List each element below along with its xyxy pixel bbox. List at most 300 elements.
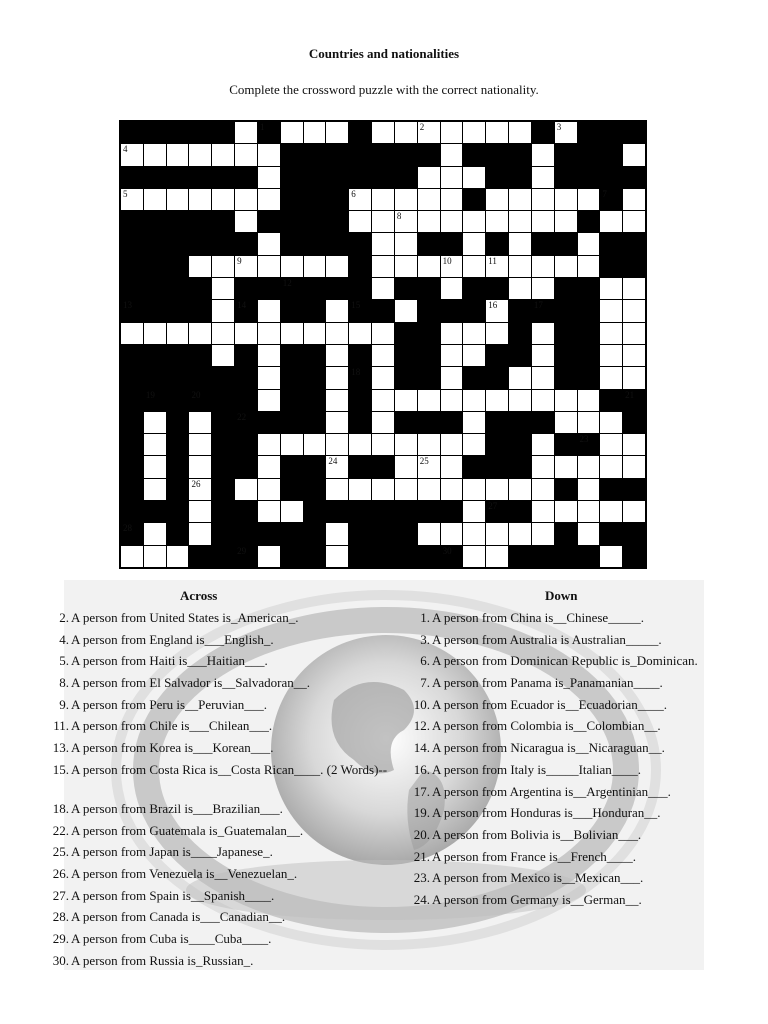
crossword-block — [349, 300, 371, 321]
crossword-cell[interactable] — [418, 211, 440, 232]
crossword-cell[interactable] — [532, 523, 554, 544]
crossword-cell[interactable] — [441, 189, 463, 210]
crossword-cell[interactable] — [441, 323, 463, 344]
crossword-cell[interactable] — [212, 256, 234, 277]
crossword-cell[interactable] — [418, 434, 440, 455]
crossword-cell[interactable] — [509, 233, 531, 254]
crossword-block — [167, 367, 189, 388]
clue-number: 7. — [420, 675, 430, 691]
crossword-cell[interactable] — [281, 501, 303, 522]
crossword-cell[interactable] — [532, 144, 554, 165]
crossword-cell[interactable] — [258, 256, 280, 277]
crossword-cell[interactable] — [258, 189, 280, 210]
crossword-cell[interactable] — [395, 256, 417, 277]
crossword-cell[interactable] — [441, 434, 463, 455]
crossword-cell[interactable] — [258, 456, 280, 477]
crossword-cell[interactable] — [121, 323, 143, 344]
crossword-cell[interactable] — [349, 211, 371, 232]
crossword-cell[interactable] — [555, 501, 577, 522]
crossword-cell[interactable] — [463, 479, 485, 500]
crossword-cell[interactable] — [304, 323, 326, 344]
crossword-cell[interactable] — [167, 546, 189, 567]
crossword-cell[interactable] — [326, 323, 348, 344]
crossword-cell[interactable] — [463, 256, 485, 277]
crossword-cell[interactable] — [395, 122, 417, 143]
crossword-cell[interactable] — [395, 300, 417, 321]
crossword-block — [578, 345, 600, 366]
crossword-cell[interactable] — [532, 345, 554, 366]
crossword-cell[interactable] — [555, 456, 577, 477]
crossword-cell[interactable] — [463, 412, 485, 433]
crossword-block — [600, 479, 622, 500]
crossword-block — [486, 434, 508, 455]
crossword-cell[interactable] — [600, 367, 622, 388]
crossword-cell[interactable] — [235, 122, 257, 143]
crossword-block — [189, 122, 211, 143]
crossword-cell[interactable] — [235, 323, 257, 344]
crossword-cell[interactable] — [509, 523, 531, 544]
crossword-cell[interactable] — [349, 479, 371, 500]
down-clue — [411, 761, 731, 783]
crossword-cell[interactable] — [486, 390, 508, 411]
crossword-cell[interactable] — [623, 144, 645, 165]
crossword-block — [189, 390, 211, 411]
crossword-cell[interactable] — [486, 189, 508, 210]
crossword-cell[interactable] — [578, 412, 600, 433]
crossword-cell[interactable] — [509, 278, 531, 299]
crossword-cell[interactable] — [235, 211, 257, 232]
crossword-cell[interactable] — [441, 345, 463, 366]
crossword-cell[interactable] — [372, 211, 394, 232]
crossword-cell[interactable] — [463, 523, 485, 544]
crossword-cell[interactable] — [258, 345, 280, 366]
crossword-cell[interactable] — [258, 479, 280, 500]
crossword-cell[interactable] — [486, 323, 508, 344]
crossword-cell[interactable] — [418, 456, 440, 477]
crossword-cell[interactable] — [121, 546, 143, 567]
crossword-block — [463, 278, 485, 299]
crossword-block — [304, 390, 326, 411]
crossword-cell[interactable] — [509, 189, 531, 210]
crossword-cell[interactable] — [463, 501, 485, 522]
crossword-cell[interactable] — [555, 390, 577, 411]
crossword-cell[interactable] — [281, 256, 303, 277]
crossword-cell[interactable] — [258, 546, 280, 567]
clue-number: 20. — [413, 826, 430, 842]
crossword-cell[interactable] — [532, 456, 554, 477]
crossword-cell[interactable] — [486, 122, 508, 143]
crossword-cell[interactable] — [486, 523, 508, 544]
crossword-cell[interactable] — [212, 345, 234, 366]
crossword-cell[interactable] — [189, 434, 211, 455]
crossword-cell[interactable] — [600, 546, 622, 567]
crossword-cell[interactable] — [532, 390, 554, 411]
crossword-cell[interactable] — [578, 501, 600, 522]
crossword-cell[interactable] — [189, 189, 211, 210]
crossword-cell[interactable] — [372, 189, 394, 210]
crossword-cell[interactable] — [349, 434, 371, 455]
crossword-block — [189, 233, 211, 254]
crossword-cell[interactable] — [258, 167, 280, 188]
crossword-cell[interactable] — [372, 323, 394, 344]
crossword-cell[interactable] — [463, 233, 485, 254]
clue-text: A person from Japan is____Japanese_. — [71, 844, 273, 860]
crossword-cell[interactable] — [235, 479, 257, 500]
crossword-block — [578, 323, 600, 344]
crossword-cell[interactable] — [532, 479, 554, 500]
crossword-cell[interactable] — [144, 189, 166, 210]
crossword-block — [441, 412, 463, 433]
clue-number: 21 — [625, 389, 635, 400]
crossword-cell[interactable] — [509, 479, 531, 500]
crossword-cell[interactable] — [326, 300, 348, 321]
crossword-cell[interactable] — [418, 256, 440, 277]
crossword-cell[interactable] — [578, 189, 600, 210]
crossword-block — [441, 546, 463, 567]
crossword-block — [578, 211, 600, 232]
crossword-cell[interactable] — [349, 189, 371, 210]
crossword-cell[interactable] — [372, 412, 394, 433]
crossword-cell[interactable] — [395, 456, 417, 477]
crossword-block — [509, 167, 531, 188]
crossword-cell[interactable] — [441, 211, 463, 232]
crossword-cell[interactable] — [258, 144, 280, 165]
crossword-cell[interactable] — [144, 434, 166, 455]
crossword-block — [555, 367, 577, 388]
down-clue — [411, 631, 731, 653]
crossword-cell[interactable] — [304, 122, 326, 143]
clue-text: A person from Venezuela is__Venezuelan_. — [71, 865, 298, 881]
crossword-cell[interactable] — [395, 233, 417, 254]
crossword-cell[interactable] — [532, 323, 554, 344]
crossword-cell[interactable] — [555, 122, 577, 143]
crossword-cell[interactable] — [395, 189, 417, 210]
crossword-cell[interactable] — [304, 434, 326, 455]
crossword-cell[interactable] — [486, 300, 508, 321]
crossword-cell[interactable] — [600, 456, 622, 477]
crossword-cell[interactable] — [418, 167, 440, 188]
crossword-block — [212, 456, 234, 477]
crossword-cell[interactable] — [326, 367, 348, 388]
crossword-cell[interactable] — [326, 523, 348, 544]
crossword-cell[interactable] — [258, 390, 280, 411]
crossword-block — [395, 367, 417, 388]
crossword-block — [258, 412, 280, 433]
down-clue — [411, 739, 731, 761]
crossword-cell[interactable] — [441, 167, 463, 188]
crossword-cell[interactable] — [235, 189, 257, 210]
crossword-cell[interactable] — [532, 278, 554, 299]
crossword-cell[interactable] — [463, 211, 485, 232]
crossword-cell[interactable] — [372, 345, 394, 366]
crossword-cell[interactable] — [441, 278, 463, 299]
crossword-cell[interactable] — [578, 523, 600, 544]
crossword-cell[interactable] — [600, 434, 622, 455]
crossword-cell[interactable] — [326, 390, 348, 411]
crossword-cell[interactable] — [463, 323, 485, 344]
crossword-block — [349, 390, 371, 411]
crossword-cell[interactable] — [532, 434, 554, 455]
clue-number: 11 — [488, 255, 497, 266]
crossword-cell[interactable] — [212, 323, 234, 344]
crossword-cell[interactable] — [189, 323, 211, 344]
crossword-cell[interactable] — [372, 390, 394, 411]
crossword-cell[interactable] — [395, 211, 417, 232]
crossword-cell[interactable] — [212, 300, 234, 321]
down-clue-list — [411, 609, 731, 913]
crossword-block — [281, 278, 303, 299]
crossword-cell[interactable] — [441, 144, 463, 165]
crossword-cell[interactable] — [395, 479, 417, 500]
crossword-cell[interactable] — [167, 144, 189, 165]
crossword-cell[interactable] — [600, 412, 622, 433]
crossword-cell[interactable] — [372, 233, 394, 254]
crossword-cell[interactable] — [623, 211, 645, 232]
crossword-cell[interactable] — [623, 345, 645, 366]
crossword-block — [509, 412, 531, 433]
crossword-block — [395, 546, 417, 567]
crossword-block — [326, 278, 348, 299]
crossword-cell[interactable] — [167, 189, 189, 210]
crossword-cell[interactable] — [509, 122, 531, 143]
crossword-block — [555, 323, 577, 344]
crossword-cell[interactable] — [395, 390, 417, 411]
crossword-cell[interactable] — [555, 211, 577, 232]
crossword-cell[interactable] — [486, 546, 508, 567]
crossword-cell[interactable] — [441, 523, 463, 544]
crossword-block — [167, 233, 189, 254]
crossword-cell[interactable] — [235, 256, 257, 277]
crossword-cell[interactable] — [144, 523, 166, 544]
crossword-cell[interactable] — [623, 456, 645, 477]
crossword-cell[interactable] — [623, 501, 645, 522]
crossword-block — [235, 367, 257, 388]
crossword-cell[interactable] — [441, 479, 463, 500]
crossword-cell[interactable] — [235, 144, 257, 165]
across-clue — [50, 631, 390, 653]
crossword-block — [121, 479, 143, 500]
crossword-cell[interactable] — [486, 211, 508, 232]
crossword-cell[interactable] — [189, 523, 211, 544]
crossword-cell[interactable] — [555, 256, 577, 277]
crossword-cell[interactable] — [441, 256, 463, 277]
crossword-block — [235, 233, 257, 254]
crossword-cell[interactable] — [600, 501, 622, 522]
crossword-cell[interactable] — [349, 323, 371, 344]
crossword-cell[interactable] — [509, 211, 531, 232]
crossword-block — [167, 300, 189, 321]
crossword-cell[interactable] — [281, 434, 303, 455]
crossword-cell[interactable] — [418, 390, 440, 411]
crossword-cell[interactable] — [418, 479, 440, 500]
clue-number: 24. — [413, 891, 430, 907]
crossword-cell[interactable] — [623, 278, 645, 299]
crossword-block — [121, 434, 143, 455]
clue-number: 12 — [282, 278, 292, 289]
crossword-block — [144, 501, 166, 522]
crossword-cell[interactable] — [326, 434, 348, 455]
crossword-cell[interactable] — [578, 479, 600, 500]
crossword-block — [372, 501, 394, 522]
crossword-block — [281, 211, 303, 232]
crossword-cell[interactable] — [372, 122, 394, 143]
crossword-cell[interactable] — [463, 167, 485, 188]
clue-text: A person from Peru is__Peruvian___. — [71, 696, 268, 712]
crossword-cell[interactable] — [532, 256, 554, 277]
crossword-cell[interactable] — [258, 501, 280, 522]
crossword-cell[interactable] — [395, 434, 417, 455]
crossword-cell[interactable] — [281, 122, 303, 143]
crossword-cell[interactable] — [121, 144, 143, 165]
down-clue — [411, 674, 731, 696]
crossword-cell[interactable] — [578, 233, 600, 254]
crossword-block — [235, 278, 257, 299]
crossword-block — [189, 345, 211, 366]
crossword-cell[interactable] — [372, 479, 394, 500]
crossword-block — [189, 167, 211, 188]
crossword-cell[interactable] — [463, 546, 485, 567]
crossword-cell[interactable] — [463, 390, 485, 411]
crossword-block — [486, 233, 508, 254]
crossword-cell[interactable] — [281, 323, 303, 344]
crossword-cell[interactable] — [418, 122, 440, 143]
crossword-block — [349, 412, 371, 433]
crossword-cell[interactable] — [555, 412, 577, 433]
crossword-block — [121, 523, 143, 544]
crossword-cell[interactable] — [532, 211, 554, 232]
crossword-cell[interactable] — [509, 256, 531, 277]
crossword-cell[interactable] — [326, 345, 348, 366]
crossword-cell[interactable] — [189, 479, 211, 500]
crossword-cell[interactable] — [121, 189, 143, 210]
crossword-cell[interactable] — [623, 300, 645, 321]
crossword-cell[interactable] — [555, 189, 577, 210]
crossword-cell[interactable] — [212, 144, 234, 165]
crossword-cell[interactable] — [258, 323, 280, 344]
crossword-cell[interactable] — [212, 278, 234, 299]
crossword-cell[interactable] — [578, 256, 600, 277]
crossword-cell[interactable] — [441, 456, 463, 477]
crossword-cell[interactable] — [326, 456, 348, 477]
crossword-cell[interactable] — [463, 122, 485, 143]
clue-number: 23 — [579, 434, 589, 445]
crossword-cell[interactable] — [623, 367, 645, 388]
crossword-cell[interactable] — [144, 479, 166, 500]
crossword-cell[interactable] — [326, 122, 348, 143]
crossword-block — [258, 122, 280, 143]
crossword-block — [395, 345, 417, 366]
crossword-block — [532, 233, 554, 254]
crossword-cell[interactable] — [189, 412, 211, 433]
crossword-cell[interactable] — [463, 345, 485, 366]
across-clue — [50, 717, 390, 739]
crossword-cell[interactable] — [258, 300, 280, 321]
crossword-cell[interactable] — [372, 367, 394, 388]
clue-number: 17. — [413, 783, 430, 799]
clue-text: A person from Russia is_Russian_. — [71, 952, 254, 968]
crossword-block — [509, 434, 531, 455]
crossword-cell[interactable] — [486, 479, 508, 500]
crossword-cell[interactable] — [623, 189, 645, 210]
crossword-cell[interactable] — [326, 256, 348, 277]
crossword-cell[interactable] — [326, 546, 348, 567]
crossword-block — [509, 501, 531, 522]
crossword-cell[interactable] — [144, 546, 166, 567]
crossword-cell[interactable] — [532, 367, 554, 388]
crossword-cell[interactable] — [167, 323, 189, 344]
across-clue — [50, 887, 390, 909]
crossword-cell[interactable] — [463, 434, 485, 455]
crossword-block — [555, 300, 577, 321]
crossword-cell[interactable] — [326, 479, 348, 500]
crossword-cell[interactable] — [189, 256, 211, 277]
crossword-cell[interactable] — [441, 122, 463, 143]
crossword-block — [600, 233, 622, 254]
crossword-cell[interactable] — [144, 323, 166, 344]
crossword-cell[interactable] — [623, 323, 645, 344]
crossword-block — [121, 211, 143, 232]
crossword-block — [121, 300, 143, 321]
down-clue — [411, 869, 731, 891]
crossword-cell[interactable] — [532, 167, 554, 188]
crossword-cell[interactable] — [189, 501, 211, 522]
crossword-cell[interactable] — [212, 189, 234, 210]
clue-number: 13. — [52, 740, 69, 756]
crossword-cell[interactable] — [486, 256, 508, 277]
crossword-block — [372, 546, 394, 567]
crossword-cell[interactable] — [623, 434, 645, 455]
crossword-cell[interactable] — [600, 278, 622, 299]
crossword-cell[interactable] — [258, 434, 280, 455]
crossword-cell[interactable] — [578, 390, 600, 411]
crossword-cell[interactable] — [441, 367, 463, 388]
crossword-cell[interactable] — [189, 144, 211, 165]
crossword-block — [304, 546, 326, 567]
crossword-cell[interactable] — [372, 434, 394, 455]
crossword-cell[interactable] — [144, 412, 166, 433]
crossword-cell[interactable] — [258, 233, 280, 254]
crossword-cell[interactable] — [532, 501, 554, 522]
crossword-block — [167, 211, 189, 232]
crossword-block — [121, 256, 143, 277]
crossword-cell[interactable] — [418, 189, 440, 210]
crossword-block — [349, 523, 371, 544]
crossword-cell[interactable] — [326, 412, 348, 433]
crossword-cell[interactable] — [600, 211, 622, 232]
crossword-cell[interactable] — [418, 523, 440, 544]
crossword-cell[interactable] — [372, 278, 394, 299]
crossword-cell[interactable] — [532, 189, 554, 210]
clue-number: 15 — [351, 300, 361, 311]
crossword-block — [121, 345, 143, 366]
crossword-cell[interactable] — [509, 367, 531, 388]
crossword-cell[interactable] — [372, 256, 394, 277]
crossword-cell[interactable] — [578, 456, 600, 477]
crossword-block — [121, 367, 143, 388]
crossword-cell[interactable] — [509, 390, 531, 411]
crossword-cell[interactable] — [144, 144, 166, 165]
crossword-cell[interactable] — [600, 323, 622, 344]
crossword-cell[interactable] — [600, 345, 622, 366]
crossword-cell[interactable] — [441, 390, 463, 411]
clue-number: 16 — [488, 300, 498, 311]
crossword-cell[interactable] — [600, 300, 622, 321]
crossword-cell[interactable] — [304, 256, 326, 277]
crossword-cell[interactable] — [258, 367, 280, 388]
clue-number: 28 — [123, 523, 132, 534]
crossword-cell[interactable] — [144, 456, 166, 477]
crossword-cell[interactable] — [189, 456, 211, 477]
